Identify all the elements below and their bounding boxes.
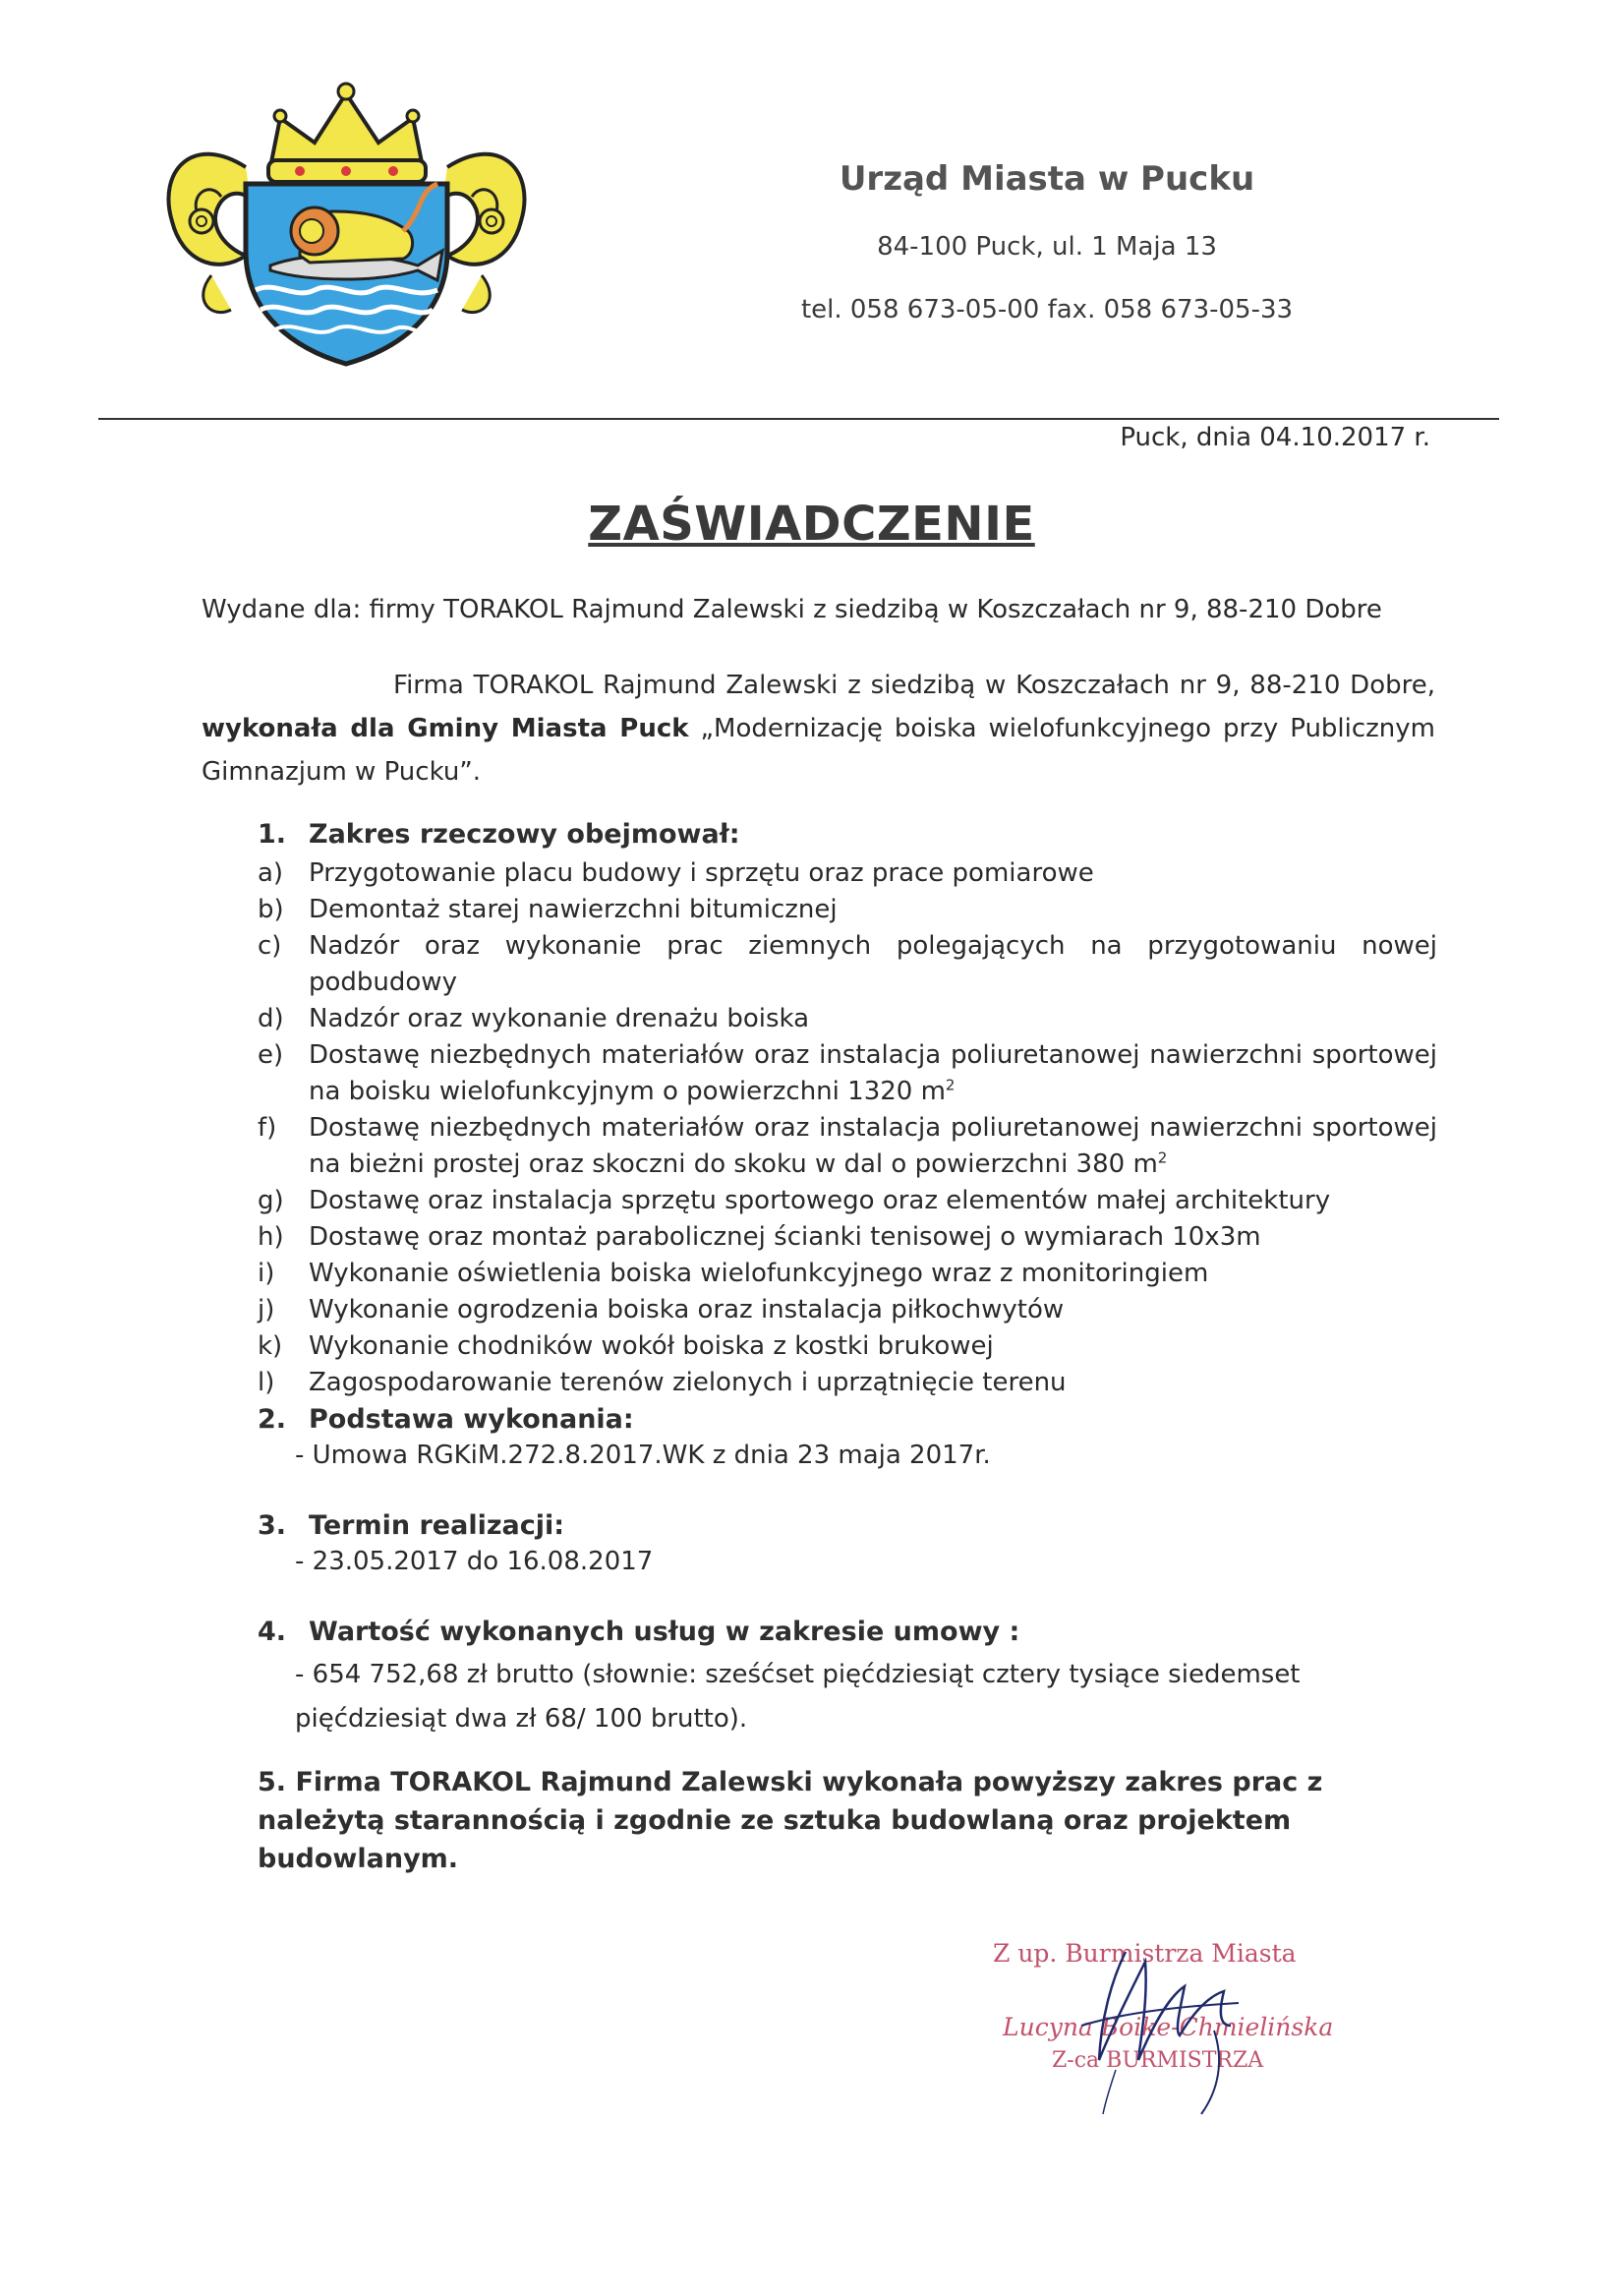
section-5-statement: 5. Firma TORAKOL Rajmund Zalewski wykonała powyższy zakres prac z należytą starannością i zgodnie ze sztuka budowlaną oraz projektem budowlanym. <box>258 1767 1323 1874</box>
section-heading-text: Wartość wykonanych usług w zakresie umowy : <box>309 1617 1020 1647</box>
section-heading-text: Termin realizacji: <box>309 1510 565 1541</box>
city-crest-logo <box>152 74 541 369</box>
contract-value: - 654 752,68 zł brutto (słownie: sześćset pięćdziesiąt cztery tysiące siedemset pięćdziesiąt dwa zł 68/ 100 brutto). <box>295 1660 1301 1734</box>
office-contact: tel. 058 673-05-00 fax. 058 673-05-33 <box>800 295 1294 324</box>
contract-basis: - Umowa RGKiM.272.8.2017.WK z dnia 23 maja 2017r. <box>295 1441 991 1470</box>
item-letter: g) <box>258 1186 284 1215</box>
section-number: 2. <box>258 1404 287 1435</box>
section-1-heading <box>258 819 740 850</box>
item-letter: c) <box>258 931 282 961</box>
item-letter: l) <box>258 1368 275 1397</box>
intro-text: Firma TORAKOL Rajmund Zalewski z siedzibą w Koszczałach nr 9, 88-210 Dobre, <box>393 671 1435 700</box>
header-divider <box>98 418 1499 420</box>
superscript: 2 <box>1157 1148 1168 1167</box>
item-text: Nadzór oraz wykonanie prac ziemnych polegających na przygotowaniu nowej podbudowy <box>309 931 1437 997</box>
stamp-signatory-name: Lucyna Boike-Chmielińska <box>1003 2013 1334 2041</box>
item-letter: h) <box>258 1222 284 1252</box>
place-date: Puck, dnia 04.10.2017 r. <box>1120 423 1430 452</box>
section-number: 4. <box>258 1617 287 1647</box>
item-text: Dostawę oraz instalacja sprzętu sportowego oraz elementów małej architektury <box>309 1186 1331 1215</box>
completion-period: - 23.05.2017 do 16.08.2017 <box>295 1547 654 1576</box>
section-heading-text: Zakres rzeczowy obejmował: <box>309 819 740 850</box>
intro-paragraph <box>202 664 1435 794</box>
list-item <box>258 928 1437 1001</box>
section-number: 3. <box>258 1510 287 1541</box>
item-letter: i) <box>258 1259 275 1288</box>
list-item <box>258 1037 1437 1110</box>
item-text: Dostawę niezbędnych materiałów oraz instalacja poliuretanowej nawierzchni sportowej na bieżni prostej oraz skoczni do skoku w dal o powierzchni 380 m <box>309 1113 1437 1179</box>
item-text: Demontaż starej nawierzchni bitumicznej <box>309 895 838 924</box>
section-heading-text: Podstawa wykonania: <box>309 1404 634 1435</box>
item-text: Zagospodarowanie terenów zielonych i uprzątnięcie terenu <box>309 1368 1067 1397</box>
issued-to: Wydane dla: firmy TORAKOL Rajmund Zalewski z siedzibą w Koszczałach nr 9, 88-210 Dobre <box>202 595 1382 624</box>
section-2-heading <box>258 1404 634 1435</box>
document-title: ZAŚWIADCZENIE <box>588 497 1035 552</box>
item-text: Wykonanie ogrodzenia boiska oraz instalacja piłkochwytów <box>309 1295 1065 1325</box>
item-text: Dostawę niezbędnych materiałów oraz instalacja poliuretanowej nawierzchni sportowej na boisku wielofunkcyjnym o powierzchni 1320 m <box>309 1040 1437 1106</box>
handwritten-signature <box>973 1913 1366 2129</box>
list-item <box>258 855 1437 892</box>
item-letter: d) <box>258 1004 284 1033</box>
section-3-heading <box>258 1510 564 1541</box>
list-item <box>258 1183 1437 1219</box>
list-item <box>258 1001 1437 1037</box>
section-number: 1. <box>258 819 287 850</box>
stamp-signatory-role: Z-ca BURMISTRZA <box>1052 2048 1264 2073</box>
list-item <box>258 1328 1437 1365</box>
section-4-heading <box>258 1617 1019 1647</box>
item-text: Dostawę oraz montaż parabolicznej ścianki tenisowej o wymiarach 10x3m <box>309 1222 1261 1252</box>
item-text: Wykonanie chodników wokół boiska z kostki brukowej <box>309 1331 994 1361</box>
list-item <box>258 892 1437 928</box>
list-item <box>258 1256 1437 1292</box>
item-text: Nadzór oraz wykonanie drenażu boiska <box>309 1004 810 1033</box>
intro-text-end: „Modernizację boiska wielofunkcyjnego przy Publicznym Gimnazjum w Pucku”. <box>202 714 1436 787</box>
list-item <box>258 1110 1437 1183</box>
list-item <box>258 1365 1437 1401</box>
superscript: 2 <box>945 1076 956 1094</box>
item-letter: b) <box>258 895 284 924</box>
list-item <box>258 1219 1437 1256</box>
office-name: Urząd Miasta w Pucku <box>839 159 1255 199</box>
stamp-authorization: Z up. Burmistrza Miasta <box>993 1939 1297 1968</box>
scope-list <box>258 855 1437 1401</box>
list-item <box>258 1292 1437 1328</box>
official-stamp <box>973 1913 1366 2129</box>
item-text: Wykonanie oświetlenia boiska wielofunkcyjnego wraz z monitoringiem <box>309 1259 1209 1288</box>
office-address: 84-100 Puck, ul. 1 Maja 13 <box>877 232 1217 262</box>
item-letter: f) <box>258 1113 277 1143</box>
intro-bold: wykonała dla Gminy Miasta Puck <box>202 714 689 743</box>
item-letter: e) <box>258 1040 284 1070</box>
item-letter: k) <box>258 1331 283 1361</box>
item-letter: a) <box>258 858 284 888</box>
item-letter: j) <box>258 1295 275 1325</box>
item-text: Przygotowanie placu budowy i sprzętu oraz prace pomiarowe <box>309 858 1094 888</box>
